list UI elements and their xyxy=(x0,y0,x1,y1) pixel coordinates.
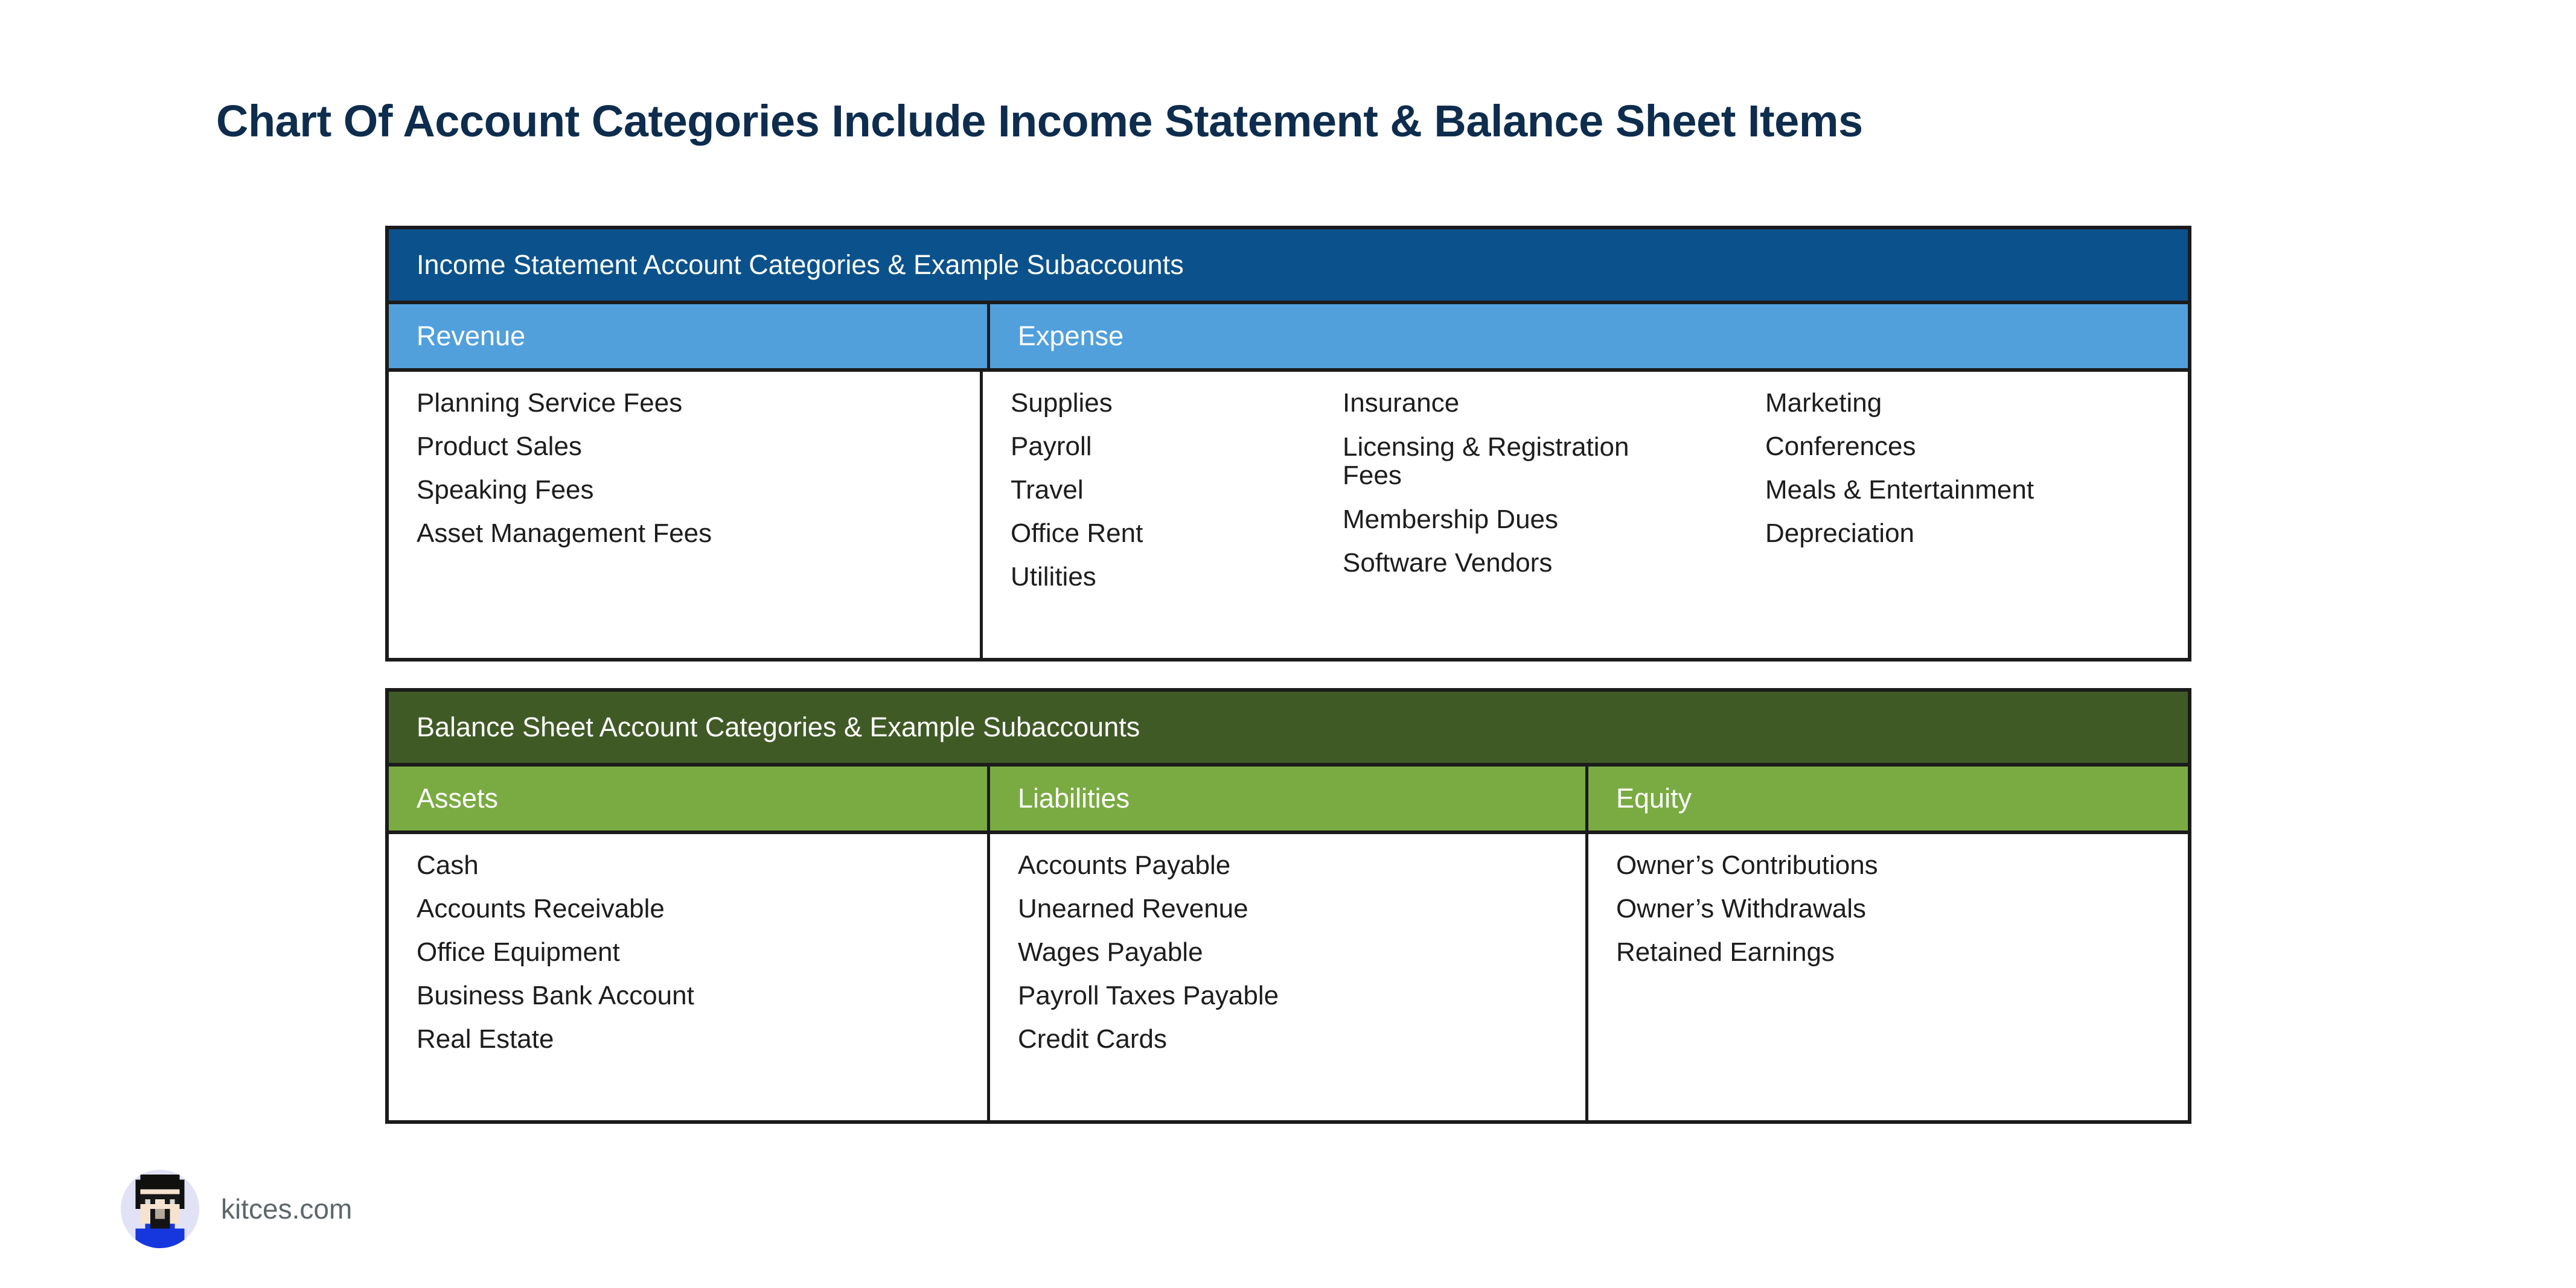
income-statement-table xyxy=(385,226,2191,662)
list-item: Real Estate xyxy=(417,1024,554,1054)
list-item: Planning Service Fees xyxy=(417,388,683,418)
pixel-avatar-icon xyxy=(121,1170,199,1248)
list-item: Cash xyxy=(417,850,479,880)
income-body-row xyxy=(389,372,2188,658)
equity-column xyxy=(1585,834,2188,1120)
column-header-expense: Expense xyxy=(987,304,2188,368)
column-header-assets: Assets xyxy=(389,767,987,831)
balance-sheet-table xyxy=(385,688,2191,1124)
list-item: Product Sales xyxy=(417,432,582,461)
expense-subcolumn-1 xyxy=(1011,390,1343,607)
balance-sheet-table-title: Balance Sheet Account Categories & Example Subaccounts xyxy=(389,692,2188,767)
list-item: Marketing xyxy=(1765,388,1882,418)
balance-subheader-row xyxy=(389,767,2188,834)
list-item: Accounts Receivable xyxy=(417,894,665,923)
list-item: Utilities xyxy=(1011,562,1096,591)
page-title: Chart Of Account Categories Include Income Statement & Balance Sheet Items xyxy=(216,96,1863,146)
list-item: Supplies xyxy=(1011,388,1113,418)
list-item: Office Equipment xyxy=(417,937,620,967)
list-item: Business Bank Account xyxy=(417,981,694,1010)
income-subheader-row xyxy=(389,304,2188,372)
list-item: Licensing & Registration Fees xyxy=(1343,432,1629,490)
expense-column xyxy=(980,372,2188,658)
list-item: Speaking Fees xyxy=(417,475,594,505)
income-statement-table-title: Income Statement Account Categories & Example Subaccounts xyxy=(389,229,2188,304)
column-header-liabilities: Liabilities xyxy=(987,767,1585,831)
revenue-column xyxy=(389,372,980,658)
list-item: Owner’s Withdrawals xyxy=(1616,894,1867,923)
list-item: Unearned Revenue xyxy=(1018,894,1248,923)
list-item: Office Rent xyxy=(1011,518,1143,548)
list-item: Payroll xyxy=(1011,432,1092,461)
list-item: Travel xyxy=(1011,475,1084,505)
assets-column xyxy=(389,834,987,1120)
list-item: Payroll Taxes Payable xyxy=(1018,981,1279,1010)
list-item: Wages Payable xyxy=(1018,937,1203,967)
list-item: Retained Earnings xyxy=(1616,937,1835,967)
list-item: Conferences xyxy=(1765,432,1916,461)
list-item: Credit Cards xyxy=(1018,1024,1167,1054)
list-item: Meals & Entertainment xyxy=(1765,475,2034,505)
footer xyxy=(121,1170,352,1248)
footer-label: kitces.com xyxy=(221,1193,353,1225)
expense-column-grid xyxy=(1011,390,2188,607)
expense-subcolumn-2 xyxy=(1343,390,1765,607)
list-item: Membership Dues xyxy=(1343,505,1559,535)
liabilities-column xyxy=(987,834,1585,1120)
column-header-equity: Equity xyxy=(1585,767,2188,831)
list-item: Insurance xyxy=(1343,388,1460,418)
list-item: Depreciation xyxy=(1765,518,1915,548)
expense-subcolumn-3 xyxy=(1765,390,2188,607)
balance-body-row xyxy=(389,834,2188,1120)
list-item: Owner’s Contributions xyxy=(1616,850,1878,880)
column-header-revenue: Revenue xyxy=(389,304,987,368)
list-item: Software Vendors xyxy=(1343,548,1553,578)
list-item: Accounts Payable xyxy=(1018,850,1231,880)
list-item: Asset Management Fees xyxy=(417,518,712,548)
